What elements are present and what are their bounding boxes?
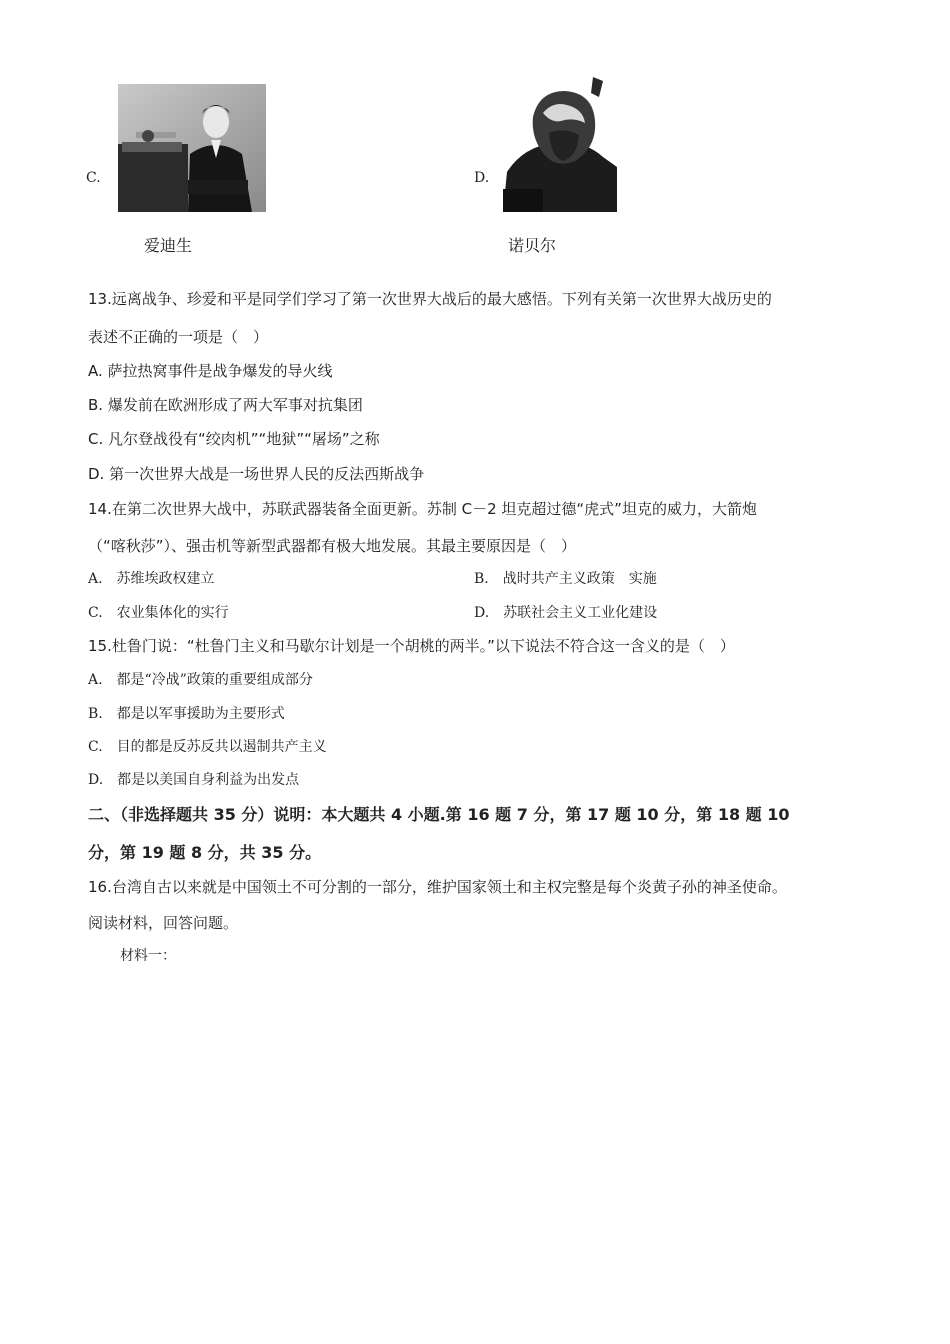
q16-stem-line2: 阅读材料，回答问题。 bbox=[88, 914, 239, 932]
q14-stem-line2: （“喀秋莎”）、强击机等新型武器都有极大地发展。其最主要原因是（ ） bbox=[88, 537, 577, 555]
q14-stem-line1: 14.在第二次世界大战中，苏联武器装备全面更新。苏制 C－2 坦克超过德“虎式”坦克的威力，大箭炮 bbox=[88, 500, 757, 518]
q13-option-c: C. 凡尔登战役有“绞肉机”“地狱”“屠场”之称 bbox=[88, 430, 380, 448]
q13-stem-line1: 13.远离战争、珍爱和平是同学们学习了第一次世界大战后的最大感悟。下列有关第一次世界大战历史的 bbox=[88, 290, 772, 308]
q15-option-b: B. 都是以军事援助为主要形式 bbox=[88, 706, 285, 722]
q14-option-d: D. 苏联社会主义工业化建设 bbox=[474, 605, 658, 621]
q14-option-c: C. 农业集体化的实行 bbox=[88, 605, 229, 621]
section2-heading-line1: 二、（非选择题共 35 分）说明：本大题共 4 小题.第 16 题 7 分，第 17 题 10 分，第 18 题 10 bbox=[88, 805, 790, 824]
q15-stem: 15.杜鲁门说：“杜鲁门主义和马歇尔计划是一个胡桃的两半。”以下说法不符合这一含义的是（ ） bbox=[88, 637, 735, 655]
q16-stem-line1: 16.台湾自古以来就是中国领土不可分割的一部分，维护国家领土和主权完整是每个炎黄子孙的神圣使命。 bbox=[88, 878, 787, 896]
caption-edison: 爱迪生 bbox=[144, 236, 193, 255]
q14-option-a: A. 苏维埃政权建立 bbox=[88, 571, 215, 587]
q15-option-c: C. 目的都是反苏反共以遏制共产主义 bbox=[88, 739, 327, 755]
q15-option-d: D. 都是以美国自身利益为出发点 bbox=[88, 772, 300, 788]
edison-portrait-image bbox=[118, 84, 266, 212]
nobel-photo bbox=[503, 77, 617, 212]
option-c-label: C. bbox=[86, 170, 101, 186]
caption-nobel: 诺贝尔 bbox=[508, 236, 557, 255]
q13-stem-line2: 表述不正确的一项是（ ） bbox=[88, 328, 269, 346]
q15-option-a: A. 都是“冷战”政策的重要组成部分 bbox=[88, 672, 313, 688]
q13-option-b: B. 爆发前在欧洲形成了两大军事对抗集团 bbox=[88, 396, 363, 414]
q14-option-b: B. 战时共产主义政策 实施 bbox=[474, 571, 657, 587]
q16-material-one-label: 材料一： bbox=[120, 948, 176, 964]
section2-heading-line2: 分，第 19 题 8 分，共 35 分。 bbox=[88, 843, 322, 862]
edison-photo bbox=[118, 84, 266, 212]
q13-option-d: D. 第一次世界大战是一场世界人民的反法西斯战争 bbox=[88, 465, 425, 483]
option-d-label: D. bbox=[474, 170, 490, 186]
q13-option-a: A. 萨拉热窝事件是战争爆发的导火线 bbox=[88, 362, 333, 380]
nobel-portrait-image bbox=[503, 77, 617, 212]
